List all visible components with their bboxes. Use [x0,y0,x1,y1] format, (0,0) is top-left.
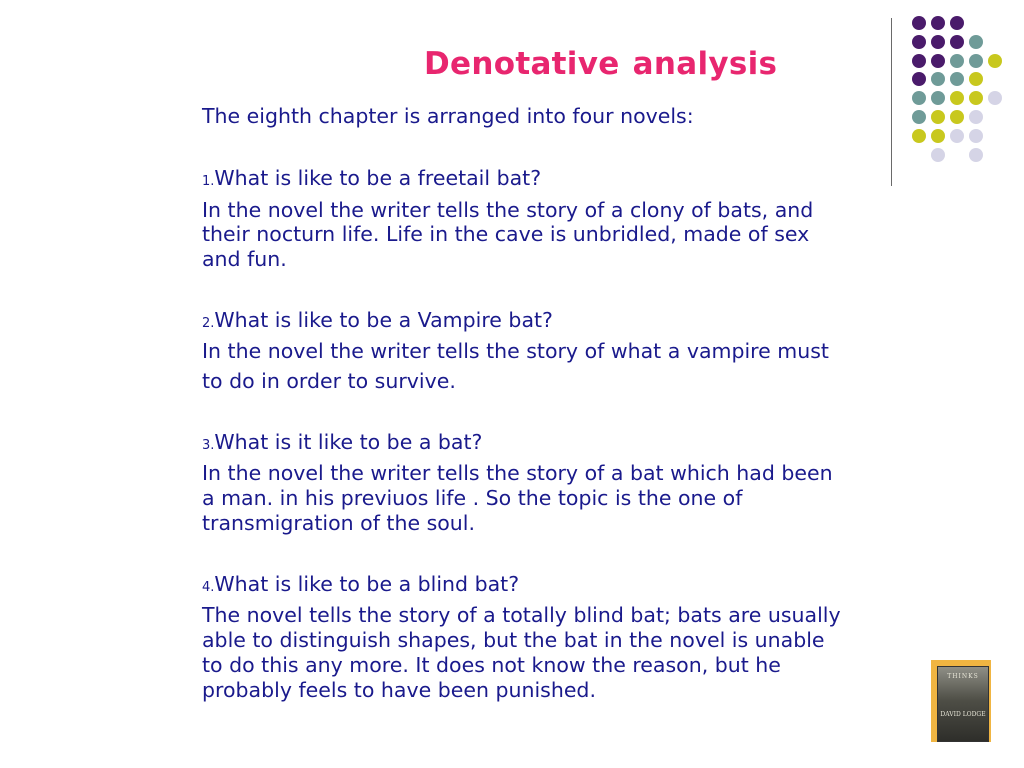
decor-dot [950,54,964,68]
item-description-line: In the novel the writer tells the story of a bat which had been [202,461,833,485]
item-description-line: their nocturn life. Life in the cave is unbridled, made of sex [202,222,810,246]
decor-dot [912,129,926,143]
decor-dot [931,91,945,105]
decor-dot [969,72,983,86]
item-description-line: and fun. [202,247,287,271]
list-number: 2. [202,316,215,331]
item-description-line: to do this any more. It does not know the reason, but he [202,653,781,677]
item-description-line: a man. in his previuos life . So the topic is the one of [202,486,743,510]
list-number: 1. [202,174,215,189]
decor-dot [931,16,945,30]
decor-dot [931,148,945,162]
book-cover-image [931,660,991,742]
book-cover-title: THINKS [947,673,979,680]
decor-dot [931,35,945,49]
list-number: 3. [202,438,215,453]
item-description-line: probably feels to have been punished. [202,678,596,702]
list-item-question [202,572,519,600]
question-text: What is like to be a freetail bat? [214,166,542,190]
decor-dot [912,72,926,86]
decor-dot [950,72,964,86]
decor-dot [950,129,964,143]
list-item-question [202,166,541,194]
decor-dot [931,72,945,86]
decor-dot [969,54,983,68]
slide-title: Denotative analysis [424,46,778,82]
decor-dot [950,35,964,49]
decor-dot [969,129,983,143]
book-cover-art [937,666,989,742]
item-description-line: to do in order to survive. [202,369,456,393]
item-description-line: able to distinguish shapes, but the bat in the novel is unable [202,628,825,652]
item-description-line: The novel tells the story of a totally blind bat; bats are usually [202,603,841,627]
list-item-question [202,430,482,458]
decor-dot [969,91,983,105]
question-text: What is like to be a Vampire bat? [214,308,553,332]
decor-dot [969,110,983,124]
decor-dot [969,148,983,162]
decor-dot [931,129,945,143]
divider-line [891,18,892,186]
decor-dot [931,54,945,68]
decor-dot [969,35,983,49]
decor-dot [912,110,926,124]
question-text: What is it like to be a bat? [214,430,483,454]
decor-dot [912,54,926,68]
item-description-line: In the novel the writer tells the story of a clony of bats, and [202,198,814,222]
decor-dot [988,91,1002,105]
decor-dot [931,110,945,124]
decor-dot [950,16,964,30]
item-description-line: transmigration of the soul. [202,511,476,535]
decor-dot [912,91,926,105]
question-text: What is like to be a blind bat? [214,572,520,596]
decor-dot [950,110,964,124]
list-number: 4. [202,580,215,595]
intro-text: The eighth chapter is arranged into four novels: [202,104,694,128]
item-description-line: In the novel the writer tells the story of what a vampire must [202,339,829,363]
decor-dot [912,35,926,49]
decor-dot [912,16,926,30]
book-cover-author: DAVID LODGE [940,711,986,718]
decor-dot [950,91,964,105]
list-item-question [202,308,553,336]
decor-dot [988,54,1002,68]
